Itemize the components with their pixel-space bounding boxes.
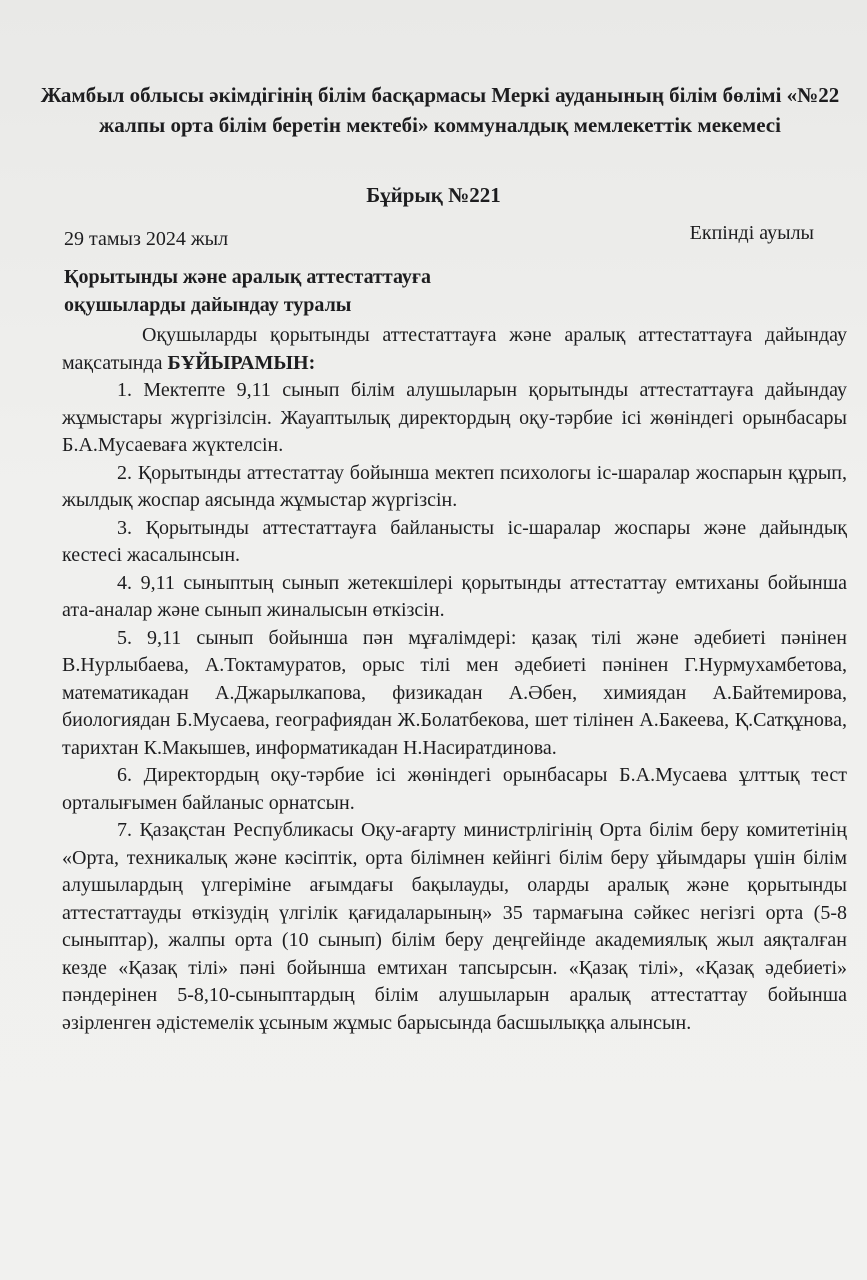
subject-line-2: оқушыларды дайындау туралы <box>64 294 352 316</box>
order-title: Бұйрық №221 <box>366 183 501 207</box>
order-item: 1. Мектепте 9,11 сынып білім алушыларын қорытынды аттестаттауға дайындау жұмыстары жүргізілсін. Жауаптылық директордың оқу-тәрбие ісі жөніндегі орынбасары Б.А.Мусаеваға жүктелсін. <box>62 379 847 456</box>
order-item: 3. Қорытынды аттестаттауға байланысты іс-шаралар жоспары және дайындық кестесі жасалынсын. <box>62 516 847 566</box>
order-item: 4. 9,11 сыныптың сынып жетекшілері қорытынды аттестаттау емтиханы бойынша ата-аналар және сынып жиналысын өткізсін. <box>62 571 847 621</box>
order-place: Екпінді ауылы <box>689 222 814 244</box>
order-date: 29 тамыз 2024 жыл <box>64 228 229 250</box>
document-header: Жамбыл облысы әкімдігінің білім басқармасы Меркі ауданының білім бөлімі «№22 жалпы орта білім беретін мектебі» коммуналдық мемлекеттік мекемесі <box>40 83 840 137</box>
intro-text: Оқушыларды қорытынды аттестаттауға және аралық аттестаттауға дайындау мақсатында <box>62 324 847 374</box>
intro-command: БҰЙЫРАМЫН: <box>167 351 316 374</box>
order-subject <box>64 263 431 319</box>
order-item: 5. 9,11 сынып бойынша пән мұғалімдері: қазақ тілі және әдебиеті пәнінен В.Нурлыбаева, А.Токтамуратов, орыс тілі мен әдебиеті пәнінен Г.Нурмухамбетова, математикадан А.Джарылкапова, физикадан А.Әбен, химиядан А.Байтемирова, биологиядан Б.Мусаева, географиядан Ж.Болатбекова, шет тілінен А.Бакеева, Қ.Сатқұнова, тарихтан К.Макышев, информатикадан Н.Насиратдинова. <box>62 626 847 759</box>
order-body <box>62 322 847 1037</box>
order-item: 7. Қазақстан Республикасы Оқу-ағарту министрлігінің Орта білім беру комитетінің «Орта, техникалық және кәсіптік, орта білімнен кейінгі білім беру ұйымдары үшін білім алушылардың үлгеріміне ағымдағы бақылауды, оларды аралық және қорытынды аттестаттауды өткізудің үлгілік қағидаларының» 35 тармағына сәйкес негізгі орта (5-8 сыныптар), жалпы орта (10 сынып) білім беру деңгейінде академиялық жыл аяқталған кезде «Қазақ тілі» пәні бойынша емтихан тапсырсын. «Қазақ тілі», «Қазақ әдебиеті» пәндерінен 5-8,10-сыныптардың білім алушыларын аралық аттестаттау бойынша әзірленген әдістемелік ұсыным жұмыс барысында басшылыққа алынсын. <box>62 819 847 1034</box>
order-item: 2. Қорытынды аттестаттау бойынша мектеп психологы іс-шаралар жоспарын құрып, жылдық жоспар аясында жұмыстар жүргізсін. <box>62 461 847 511</box>
order-item: 6. Директордың оқу-тәрбие ісі жөніндегі орынбасары Б.А.Мусаева ұлттық тест орталығымен байланыс орнатсын. <box>62 764 847 814</box>
intro-paragraph <box>62 322 847 377</box>
subject-line-1: Қорытынды және аралық аттестаттауға <box>64 266 432 288</box>
